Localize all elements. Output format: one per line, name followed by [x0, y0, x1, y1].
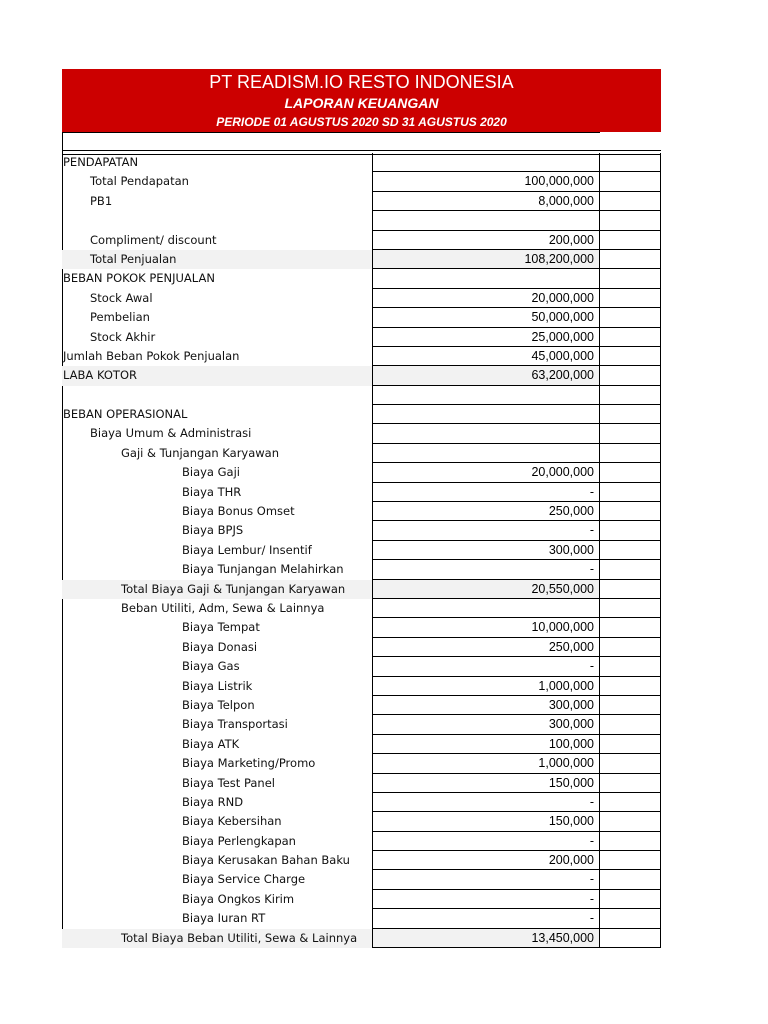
row-extra-cell: [600, 735, 661, 754]
row-extra-cell: [600, 774, 661, 793]
row-extra-cell: [600, 812, 661, 831]
row-extra-cell: [600, 192, 661, 211]
table-row: [62, 657, 661, 676]
row-label: Biaya Tunjangan Melahirkan: [182, 562, 344, 577]
row-label: Gaji & Tunjangan Karyawan: [121, 445, 280, 460]
row-label: Biaya Service Charge: [182, 872, 306, 887]
row-label: Biaya Ongkos Kirim: [182, 891, 295, 906]
row-value: 108,200,000: [372, 250, 600, 269]
row-value: 300,000: [372, 541, 600, 560]
table-row: [62, 405, 661, 424]
row-label: Biaya Bonus Omset: [182, 504, 295, 519]
row-value: 1,000,000: [372, 677, 600, 696]
table-row: [62, 599, 661, 618]
row-extra-cell: [600, 890, 661, 909]
row-value: 150,000: [372, 774, 600, 793]
row-value: 50,000,000: [372, 308, 600, 327]
table-row: [62, 347, 661, 366]
row-label: Total Biaya Beban Utiliti, Sewa & Lainnya: [121, 930, 358, 945]
row-extra-cell: [600, 405, 661, 424]
table-row: [62, 715, 661, 734]
row-label: Biaya ATK: [182, 736, 240, 751]
row-extra-cell: [600, 618, 661, 637]
row-value: 25,000,000: [372, 328, 600, 347]
table-row: [62, 231, 661, 250]
row-extra-cell: [600, 560, 661, 579]
row-extra-cell: [600, 289, 661, 308]
table-row: [62, 560, 661, 579]
table-row: [62, 463, 661, 482]
row-extra-cell: [600, 541, 661, 560]
row-label: Biaya BPJS: [182, 523, 244, 538]
table-row: [62, 851, 661, 870]
company-name: PT READISM.IO RESTO INDONESIA: [209, 72, 514, 92]
table-row: [62, 735, 661, 754]
row-extra-cell: [600, 153, 661, 172]
row-label: PB1: [90, 193, 113, 208]
row-extra-cell: [600, 793, 661, 812]
row-value: 200,000: [372, 231, 600, 250]
row-label: Biaya Lembur/ Insentif: [182, 542, 312, 557]
row-extra-cell: [600, 172, 661, 191]
table-row: [62, 269, 661, 288]
row-label: LABA KOTOR: [63, 368, 137, 383]
row-extra-cell: [600, 308, 661, 327]
table-row: [62, 541, 661, 560]
row-value: [372, 444, 600, 463]
row-value: [372, 386, 600, 405]
table-row: [62, 172, 661, 191]
row-extra-cell: [600, 250, 661, 269]
row-value: [372, 153, 600, 172]
table-row: [62, 192, 661, 211]
row-label: Biaya Tempat: [182, 620, 260, 635]
row-value: 300,000: [372, 696, 600, 715]
row-value: 250,000: [372, 502, 600, 521]
row-label: Stock Akhir: [90, 329, 156, 344]
table-row: [62, 812, 661, 831]
row-label: Biaya Transportasi: [182, 717, 288, 732]
row-extra-cell: [600, 366, 661, 385]
row-label: Total Biaya Gaji & Tunjangan Karyawan: [121, 581, 346, 596]
row-extra-cell: [600, 444, 661, 463]
row-label: Biaya Kerusakan Bahan Baku: [182, 853, 350, 868]
row-extra-cell: [600, 211, 661, 230]
row-label: Biaya Telpon: [182, 697, 255, 712]
row-label: Biaya Gaji: [182, 465, 240, 480]
row-label: Pembelian: [90, 310, 150, 325]
row-extra-cell: [600, 502, 661, 521]
row-extra-cell: [600, 909, 661, 928]
report-header: [62, 69, 661, 132]
row-extra-cell: [600, 328, 661, 347]
table-row: [62, 366, 661, 385]
table-row: [62, 328, 661, 347]
row-label: Biaya RND: [182, 794, 244, 809]
row-label: PENDAPATAN: [63, 155, 139, 169]
row-label: Compliment/ discount: [90, 232, 217, 247]
row-value: [372, 424, 600, 443]
row-value: 63,200,000: [372, 366, 600, 385]
table-row: [62, 870, 661, 889]
row-value: -: [372, 483, 600, 502]
row-label: Biaya Gas: [182, 659, 240, 674]
row-label: BEBAN POKOK PENJUALAN: [63, 271, 215, 286]
row-extra-cell: [600, 269, 661, 288]
row-value: -: [372, 560, 600, 579]
table-row: [62, 890, 661, 909]
divider: [62, 132, 600, 133]
row-extra-cell: [600, 677, 661, 696]
row-value: -: [372, 870, 600, 889]
table-row: [62, 308, 661, 327]
row-label: Biaya Iuran RT: [182, 911, 266, 926]
row-extra-cell: [600, 832, 661, 851]
row-extra-cell: [600, 347, 661, 366]
row-label: Biaya Marketing/Promo: [182, 756, 316, 771]
row-extra-cell: [600, 231, 661, 250]
row-extra-cell: [600, 715, 661, 734]
row-value: -: [372, 657, 600, 676]
row-value: 100,000,000: [372, 172, 600, 191]
row-value: 20,000,000: [372, 289, 600, 308]
table-row: [62, 909, 661, 928]
table-row: [62, 289, 661, 308]
row-value: 20,000,000: [372, 463, 600, 482]
financial-table: [62, 153, 661, 948]
row-extra-cell: [600, 929, 661, 948]
row-extra-cell: [600, 483, 661, 502]
row-value: 8,000,000: [372, 192, 600, 211]
table-row: [62, 774, 661, 793]
row-label: Jumlah Beban Pokok Penjualan: [63, 348, 240, 363]
table-row: [62, 250, 661, 269]
row-value: 300,000: [372, 715, 600, 734]
table-row: [62, 521, 661, 540]
table-row: [62, 793, 661, 812]
row-value: -: [372, 909, 600, 928]
row-extra-cell: [600, 521, 661, 540]
row-value: 13,450,000: [372, 929, 600, 948]
row-value: -: [372, 890, 600, 909]
row-label: Biaya Test Panel: [182, 775, 275, 790]
row-value: [372, 405, 600, 424]
row-extra-cell: [600, 463, 661, 482]
row-label: Stock Awal: [90, 290, 153, 305]
row-value: 45,000,000: [372, 347, 600, 366]
table-row: [62, 502, 661, 521]
row-extra-cell: [600, 870, 661, 889]
row-extra-cell: [600, 424, 661, 443]
row-label: Beban Utiliti, Adm, Sewa & Lainnya: [121, 600, 325, 615]
row-value: 1,000,000: [372, 754, 600, 773]
row-label: Biaya Kebersihan: [182, 814, 282, 829]
row-value: 150,000: [372, 812, 600, 831]
report-title: LAPORAN KEUANGAN: [284, 95, 439, 111]
row-label: Total Pendapatan: [90, 174, 189, 189]
table-row: [62, 696, 661, 715]
row-label: Biaya Donasi: [182, 639, 258, 654]
row-extra-cell: [600, 851, 661, 870]
row-extra-cell: [600, 754, 661, 773]
table-row: [62, 444, 661, 463]
table-row: [62, 618, 661, 637]
row-value: -: [372, 521, 600, 540]
table-row: [62, 153, 661, 172]
row-extra-cell: [600, 657, 661, 676]
row-label: Biaya THR: [182, 484, 242, 499]
table-row: [62, 929, 661, 948]
row-value: -: [372, 832, 600, 851]
row-extra-cell: [600, 386, 661, 405]
row-extra-cell: [600, 638, 661, 657]
row-value: 20,550,000: [372, 580, 600, 599]
row-value: 250,000: [372, 638, 600, 657]
table-row: [62, 832, 661, 851]
table-row: [62, 211, 661, 230]
row-value: [372, 269, 600, 288]
table-row: [62, 483, 661, 502]
table-row: [62, 580, 661, 599]
row-extra-cell: [600, 599, 661, 618]
row-label: Biaya Umum & Administrasi: [90, 426, 252, 441]
row-label: Biaya Perlengkapan: [182, 833, 296, 848]
table-row: [62, 386, 661, 405]
report-period: PERIODE 01 AGUSTUS 2020 SD 31 AGUSTUS 2020: [216, 115, 507, 129]
table-row: [62, 424, 661, 443]
row-label: Biaya Listrik: [182, 678, 253, 693]
row-value: -: [372, 793, 600, 812]
row-value: [372, 211, 600, 230]
row-extra-cell: [600, 696, 661, 715]
row-extra-cell: [600, 580, 661, 599]
table-row: [62, 677, 661, 696]
table-row: [62, 754, 661, 773]
row-value: 100,000: [372, 735, 600, 754]
row-label: BEBAN OPERASIONAL: [63, 407, 188, 422]
row-value: [372, 599, 600, 618]
row-label: Total Penjualan: [90, 251, 177, 266]
table-row: [62, 638, 661, 657]
row-value: 200,000: [372, 851, 600, 870]
row-value: 10,000,000: [372, 618, 600, 637]
